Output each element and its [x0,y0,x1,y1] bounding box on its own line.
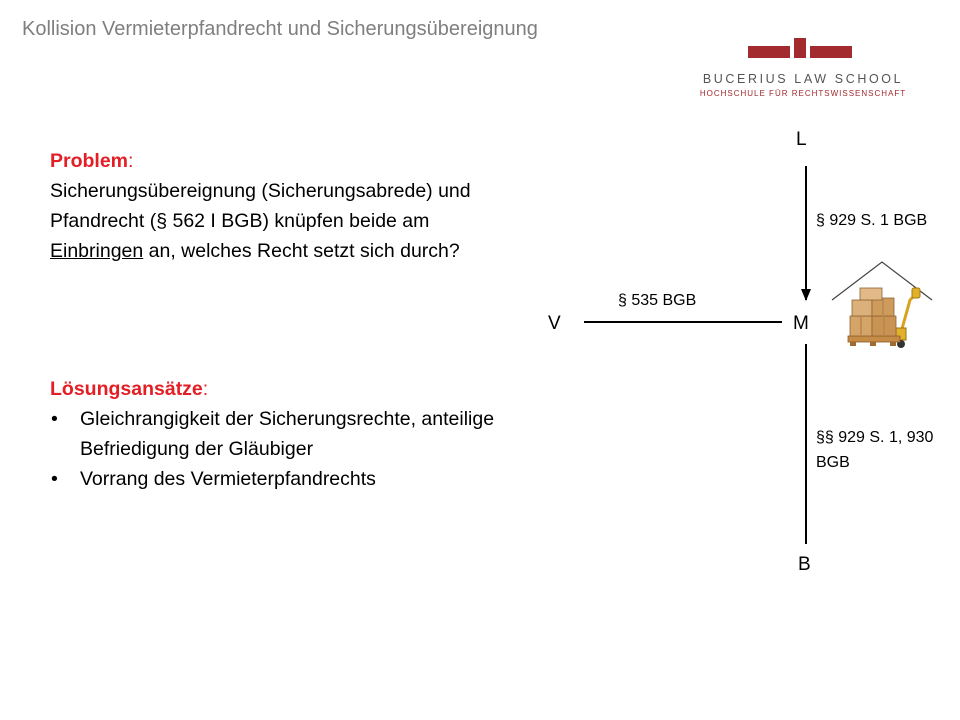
problem-heading-text: Problem [50,150,129,172]
problem-text-part1: Sicherungsübereignung (Sicherungsabrede) und Pfandrecht (§ 562 I BGB) knüpfen beide am [50,180,471,232]
solutions-heading-colon: : [202,378,209,400]
pallet-under-roof-icon [830,260,934,352]
solution-item: • Vorrang des Vermieterpfandrechts [50,464,500,494]
edge-label-left: § 535 BGB [618,292,697,309]
slide-title: Kollision Vermieterpfandrecht und Sicherungsübereignung [22,18,538,40]
edge-label-top: § 929 S. 1 BGB [816,212,928,229]
problem-text-underlined: Einbringen [50,240,144,262]
logo-name: BUCERIUS LAW SCHOOL [702,72,904,86]
solutions-heading-text: Lösungsansätze [50,378,203,400]
logo-subtitle: HOCHSCHULE FÜR RECHTSWISSENSCHAFT [699,89,907,98]
solution-item: • Gleichrangigkeit der Sicherungsrechte, anteilige Befriedigung der Gläubiger [50,404,500,464]
edge-label-bottom: §§ 929 S. 1, 930 BGB [816,429,934,471]
problem-text-part2: an, welches Recht setzt sich durch? [143,240,460,262]
node-l: L [796,129,807,150]
node-b: B [798,554,811,575]
problem-heading-colon: : [128,150,134,172]
node-v: V [548,313,561,334]
node-m: M [793,313,809,334]
